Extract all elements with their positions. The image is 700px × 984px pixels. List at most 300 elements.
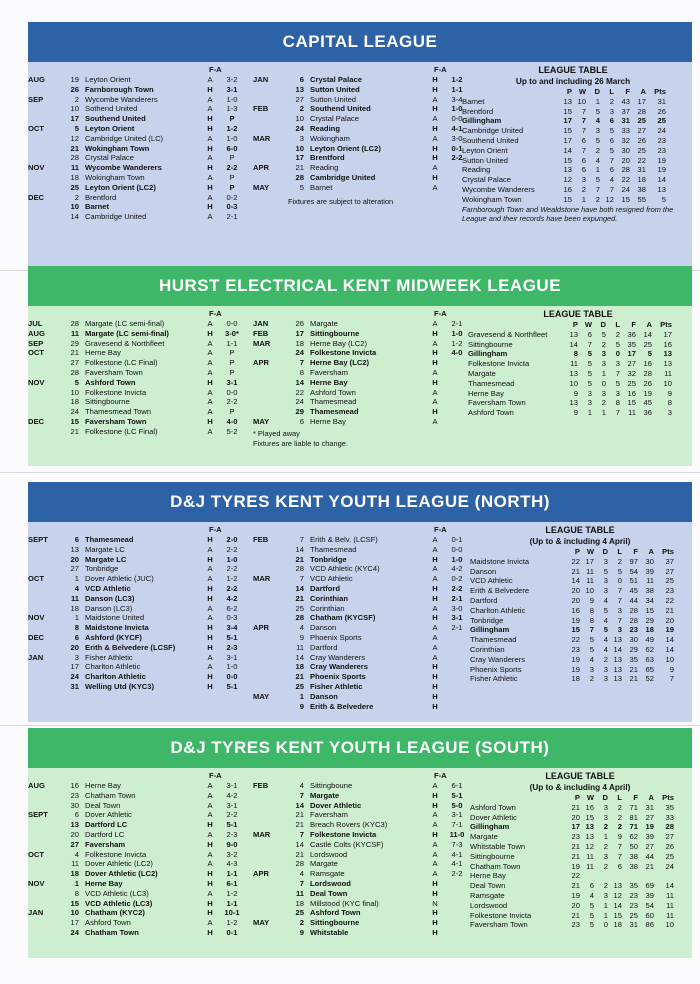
- fixture-score: 11-0: [449, 829, 465, 839]
- table-cell: 10: [663, 378, 672, 388]
- table-cell: 16: [585, 802, 594, 812]
- fixture-column: [28, 75, 247, 222]
- table-cell: 2: [603, 861, 608, 871]
- table-cell: 38: [629, 851, 638, 861]
- fixture-day: 16: [70, 781, 79, 790]
- table-cell: 26: [643, 378, 652, 388]
- fixture-month: [253, 584, 288, 594]
- table-cell: 11: [570, 359, 578, 369]
- fixture-day: 25: [295, 603, 304, 613]
- table-row: [468, 330, 688, 340]
- fixture-score: [442, 918, 472, 928]
- fixture-row: [253, 869, 472, 879]
- fa-header: F-A: [209, 771, 222, 780]
- table-cell: 22: [637, 155, 646, 165]
- table-cell: 25: [643, 339, 652, 349]
- fixture-day: 10: [70, 908, 79, 918]
- fixture-score: 4-3: [226, 859, 238, 869]
- fixture-row: [28, 653, 247, 663]
- fixture-venue: H: [432, 701, 438, 711]
- table-cell: 28: [665, 822, 674, 832]
- table-cell: 0: [603, 920, 608, 930]
- fixture-venue: H: [432, 153, 438, 163]
- fixture-day: 14: [295, 839, 304, 849]
- fixture-venue: H: [207, 623, 213, 633]
- fixture-score: 1-0: [451, 104, 463, 114]
- table-row: [470, 606, 690, 616]
- fixture-column: [28, 781, 247, 938]
- fixture-month: [28, 134, 63, 144]
- fixture-opponent: Margate: [310, 319, 338, 328]
- fixture-venue: A: [432, 319, 438, 328]
- table-cell: 35: [627, 339, 636, 349]
- fixture-day: 9: [299, 701, 304, 711]
- fixture-row: [28, 124, 247, 134]
- fixture-month: JAN: [28, 652, 44, 662]
- fixture-month: [28, 820, 63, 830]
- table-cell: 18: [613, 920, 622, 930]
- fixture-month: JAN: [253, 319, 269, 328]
- fixture-venue: A: [432, 623, 438, 633]
- fixture-day: 3: [299, 133, 304, 143]
- table-cell: 3: [615, 359, 620, 369]
- table-cell: 7: [669, 674, 674, 684]
- table-cell: 24: [621, 184, 630, 194]
- team-name: Maidstone Invicta: [470, 556, 530, 566]
- table-cell: 2: [589, 674, 594, 684]
- table-cell: 4: [603, 635, 608, 645]
- fixture-venue: H: [207, 163, 213, 173]
- fixture-venue: H: [207, 143, 213, 153]
- fixture-day: 4: [299, 869, 304, 879]
- table-row: [470, 586, 690, 596]
- fixture-day: 24: [70, 672, 79, 682]
- fixture-score: 2-2: [226, 810, 238, 820]
- table-cell: 5: [617, 566, 622, 576]
- fixture-venue: H: [207, 908, 213, 918]
- team-name: Herne Bay: [470, 871, 506, 881]
- table-cell: 7: [587, 339, 592, 349]
- table-cell: 14: [665, 644, 674, 654]
- fixture-score: 4-2: [451, 564, 463, 574]
- fixture-day: 14: [70, 212, 79, 222]
- table-cell: 15: [563, 155, 572, 165]
- fixture-venue: A: [207, 172, 213, 182]
- table-cell: 28: [637, 106, 646, 116]
- fixture-opponent: Maidstone Invicta: [85, 623, 149, 633]
- fixture-venue: H: [432, 104, 438, 114]
- fixture-opponent: Thamesmead: [310, 544, 357, 554]
- fixture-score: [442, 879, 472, 889]
- table-cell: 5: [603, 625, 608, 635]
- league-table-title: LEAGUE TABLE: [545, 771, 615, 781]
- fixture-opponent: Margate: [310, 790, 340, 800]
- table-cell: 24: [665, 861, 674, 871]
- fa-header: F-A: [434, 771, 447, 780]
- fixture-day: 11: [296, 642, 304, 652]
- fixture-venue: A: [432, 397, 438, 407]
- fixture-score: 3-1: [451, 613, 463, 623]
- fixture-score: 1-1: [226, 898, 238, 908]
- fixture-month: [253, 859, 288, 869]
- fixture-day: 1: [299, 691, 304, 701]
- table-cell: 31: [621, 116, 630, 126]
- fixture-row: [28, 329, 247, 339]
- table-row: [468, 340, 688, 350]
- fixture-opponent: Wycombe Wanderers: [85, 163, 162, 173]
- table-row: [470, 625, 690, 635]
- fixture-opponent: Sutton United: [310, 84, 360, 94]
- fixture-venue: A: [207, 790, 213, 800]
- table-cell: 9: [573, 388, 578, 398]
- fixture-month: [28, 791, 63, 801]
- fixture-venue: A: [207, 810, 213, 820]
- fixture-score: [442, 702, 472, 712]
- fixture-venue: A: [207, 338, 213, 348]
- fixture-day: 26: [295, 319, 304, 328]
- table-cell: 36: [627, 329, 636, 339]
- league-table-subtitle: (Up to & including 4 April): [529, 783, 631, 792]
- fixture-row: [28, 633, 247, 643]
- fixture-row: [253, 319, 472, 329]
- fixture-opponent: Margate LC: [85, 544, 125, 554]
- fixture-score: 0-0: [451, 114, 463, 124]
- fixture-month: [28, 173, 63, 183]
- fixture-month: [28, 358, 63, 368]
- fixture-day: 18: [70, 869, 79, 879]
- league-table-title: LEAGUE TABLE: [545, 525, 615, 535]
- table-cell: 49: [645, 635, 654, 645]
- fixture-venue: A: [432, 652, 438, 662]
- table-row: [462, 107, 684, 117]
- table-cell: 5: [615, 339, 620, 349]
- fixture-row: [28, 643, 247, 653]
- table-cell: 8: [667, 398, 672, 408]
- fixture-row: [28, 183, 247, 193]
- fixture-month: [28, 427, 63, 437]
- table-cell: 16: [571, 605, 580, 615]
- table-col-header: F: [631, 320, 636, 329]
- table-cell: 5: [615, 378, 620, 388]
- table-cell: 21: [665, 605, 674, 615]
- hurst-league-body: [28, 306, 692, 466]
- fixture-row: [28, 173, 247, 183]
- table-cell: 1: [595, 165, 600, 175]
- fixture-opponent: Wycombe Wanderers: [85, 94, 158, 104]
- table-cell: 3: [603, 664, 608, 674]
- fixture-venue: H: [207, 123, 213, 133]
- table-cell: 23: [629, 900, 638, 910]
- fixture-score: 1-2: [226, 918, 238, 928]
- table-cell: 9: [669, 664, 674, 674]
- table-cell: 1: [603, 832, 608, 842]
- fixture-score: 1-0: [226, 554, 238, 564]
- table-cell: 16: [663, 339, 672, 349]
- fixture-score: [442, 643, 472, 653]
- fixture-opponent: Southend United: [85, 114, 146, 124]
- table-cell: 19: [571, 664, 580, 674]
- fixture-score: [442, 653, 472, 663]
- table-cell: 4: [603, 644, 608, 654]
- fixture-day: 27: [70, 564, 79, 574]
- table-cell: 2: [617, 822, 622, 832]
- table-cell: 4: [589, 890, 594, 900]
- fixture-venue: A: [207, 153, 213, 163]
- fixture-day: 28: [295, 613, 304, 623]
- fixture-row: [253, 643, 472, 653]
- table-cell: 10: [665, 654, 674, 664]
- fixture-score: 2-0: [226, 535, 238, 544]
- fixture-venue: A: [207, 652, 213, 662]
- fixture-score: 1-2: [226, 888, 238, 898]
- fixture-day: 14: [295, 652, 304, 662]
- capital-league-body: [28, 62, 692, 270]
- fa-header: F-A: [209, 65, 222, 74]
- fixture-row: [28, 212, 247, 222]
- fixture-score: 0-1: [226, 927, 238, 937]
- table-cell: 18: [637, 175, 646, 185]
- table-row: [470, 567, 690, 577]
- fixture-venue: A: [432, 94, 438, 104]
- fixture-day: 11: [295, 888, 304, 898]
- table-cell: 26: [657, 106, 666, 116]
- table-col-header: F: [633, 547, 638, 556]
- fixture-month: DEC: [28, 192, 45, 202]
- fixture-opponent: VCD Athletic: [85, 583, 131, 593]
- fixture-month: FEB: [253, 535, 269, 544]
- table-row: [470, 891, 690, 901]
- team-name: Ashford Town: [470, 802, 516, 812]
- fixture-month: [28, 682, 63, 692]
- table-row: [468, 379, 688, 389]
- fixture-row: [253, 378, 472, 388]
- fixture-score: P: [229, 348, 235, 358]
- table-cell: 14: [571, 576, 580, 586]
- table-cell: 12: [613, 890, 622, 900]
- fixture-score: 5-1: [226, 632, 238, 642]
- fixture-month: JUL: [28, 319, 43, 328]
- fixture-row: [253, 810, 472, 820]
- table-cell: 11: [664, 368, 672, 378]
- fixture-month: [28, 564, 63, 574]
- fixture-venue: A: [432, 859, 438, 869]
- fixture-score: 6-2: [226, 603, 238, 613]
- table-cell: 3: [589, 664, 594, 674]
- fixture-day: 6: [74, 810, 79, 820]
- fixture-row: [28, 682, 247, 692]
- fixture-opponent: Wokingham: [310, 133, 350, 143]
- fixture-opponent: Crystal Palace: [310, 75, 362, 84]
- fixture-column: [253, 75, 472, 193]
- fixture-month: [253, 407, 288, 417]
- table-cell: 10: [569, 378, 578, 388]
- table-cell: 33: [665, 812, 674, 822]
- fixture-row: [28, 153, 247, 163]
- table-cell: 4: [609, 175, 614, 185]
- divider: [0, 725, 700, 726]
- fixture-day: 4: [74, 583, 79, 593]
- table-cell: 1: [581, 194, 586, 204]
- fixture-score: 4-0: [226, 416, 238, 426]
- fixture-score: 5-1: [226, 681, 238, 691]
- fixture-month: JAN: [28, 908, 44, 918]
- fixture-row: [28, 134, 247, 144]
- fixture-venue: H: [432, 84, 438, 94]
- fixture-venue: A: [432, 387, 438, 397]
- table-cell: 31: [629, 920, 638, 930]
- fixture-venue: A: [432, 535, 438, 544]
- table-cell: [580, 871, 594, 881]
- fixture-score: 2-2: [226, 163, 238, 173]
- fixture-month: [253, 791, 288, 801]
- fixture-opponent: Faversham: [310, 810, 348, 820]
- fixture-score: [442, 417, 472, 427]
- team-name: Brentford: [462, 106, 494, 116]
- table-cell: 17: [637, 96, 646, 106]
- fixture-row: [253, 368, 472, 378]
- table-cell: 19: [657, 155, 666, 165]
- fixture-score: [442, 889, 472, 899]
- fixture-row: [253, 672, 472, 682]
- table-rows: [470, 557, 690, 684]
- table-cell: 62: [645, 644, 654, 654]
- fixture-month: [28, 212, 63, 222]
- fixture-venue: A: [207, 544, 213, 554]
- fixture-month: [28, 672, 63, 682]
- fixture-column: [28, 535, 247, 692]
- fixture-row: [253, 535, 472, 545]
- table-cell: 11: [646, 576, 654, 586]
- fixture-row: [253, 801, 472, 811]
- fixture-row: [28, 339, 247, 349]
- fixture-row: [253, 623, 472, 633]
- table-cell: 3: [587, 398, 592, 408]
- fixture-month: [28, 604, 63, 614]
- fixture-venue: A: [207, 662, 213, 672]
- table-cell: 15: [621, 194, 630, 204]
- table-row: [462, 97, 684, 107]
- fixture-day: 20: [70, 829, 79, 839]
- team-name: Barnet: [462, 96, 485, 106]
- fixture-score: 0-3: [226, 202, 238, 212]
- fixture-venue: H: [207, 632, 213, 642]
- table-cell: 6: [609, 165, 614, 175]
- fixture-day: 20: [70, 642, 79, 652]
- fixture-day: 18: [295, 338, 304, 348]
- fixture-opponent: Reading: [310, 123, 340, 133]
- table-cell: 29: [645, 615, 654, 625]
- fixture-month: NOV: [28, 163, 45, 173]
- fixture-opponent: VCD Athletic (LC3): [85, 888, 149, 898]
- fixture-day: 27: [295, 94, 304, 104]
- fixture-month: [28, 202, 63, 212]
- fixture-day: 18: [70, 172, 79, 182]
- fixture-month: MAY: [253, 691, 270, 701]
- table-col-header: W: [578, 87, 586, 96]
- table-cell: 4: [595, 116, 600, 126]
- fixture-row: [28, 144, 247, 154]
- fixture-row: [28, 879, 247, 889]
- fixture-score: 5-0: [451, 800, 463, 810]
- table-col-header: W: [586, 547, 594, 556]
- fixture-opponent: Herne Bay (LC2): [310, 338, 367, 348]
- fixture-row: [28, 928, 247, 938]
- table-cell: 5: [603, 605, 608, 615]
- fixture-venue: A: [432, 182, 438, 192]
- fixture-row: [253, 348, 472, 358]
- fixture-day: 27: [70, 839, 79, 849]
- table-cell: 5: [601, 329, 606, 339]
- fixture-venue: H: [432, 918, 438, 928]
- table-cell: 27: [627, 359, 636, 369]
- team-name: Whitstable Town: [470, 841, 526, 851]
- fixture-opponent: Deal Town: [310, 888, 348, 898]
- table-cell: 55: [637, 194, 646, 204]
- table-cell: 31: [645, 802, 654, 812]
- fixture-venue: A: [432, 574, 438, 584]
- fixture-row: [253, 329, 472, 339]
- fixture-row: [253, 662, 472, 672]
- table-cell: 5: [589, 644, 594, 654]
- fixture-venue: A: [207, 397, 213, 407]
- fixture-row: [253, 702, 472, 712]
- fixture-opponent: Herne Bay: [85, 348, 121, 358]
- table-cell: 8: [589, 615, 594, 625]
- fixture-venue: H: [207, 84, 213, 94]
- league-table-title: LEAGUE TABLE: [538, 65, 608, 75]
- fixture-row: [28, 899, 247, 909]
- team-name: Dover Athletic: [470, 812, 517, 822]
- fixture-venue: A: [432, 564, 438, 574]
- team-name: Dartford: [470, 595, 498, 605]
- fa-header: F-A: [434, 65, 447, 74]
- fixture-day: 21: [295, 554, 304, 564]
- table-cell: 15: [563, 106, 572, 116]
- fixture-row: [28, 594, 247, 604]
- table-row: [468, 359, 688, 369]
- table-header-row: [470, 793, 690, 803]
- fixture-opponent: Charlton Athletic: [85, 672, 146, 682]
- table-cell: 5: [589, 920, 594, 930]
- fixture-venue: H: [432, 927, 438, 937]
- table-cell: 3: [603, 890, 608, 900]
- table-cell: 18: [645, 625, 654, 635]
- fixture-venue: H: [432, 888, 438, 898]
- fixture-score: 0-2: [451, 574, 463, 584]
- fixture-score: 2-2: [226, 544, 238, 554]
- fixture-row: [28, 75, 247, 85]
- fixture-score: 3-1: [226, 84, 238, 94]
- header-spacer: [470, 793, 566, 803]
- team-name: Wycombe Wanderers: [462, 184, 535, 194]
- table-cell: 3: [603, 851, 608, 861]
- fixture-score: P: [229, 172, 235, 182]
- fixture-opponent: Cambridge United (LC): [85, 133, 164, 143]
- fixture-row: [253, 95, 472, 105]
- fixture-day: 18: [70, 397, 79, 407]
- fixture-month: AUG: [28, 781, 45, 790]
- table-cell: 23: [571, 920, 580, 930]
- fixture-venue: A: [207, 829, 213, 839]
- table-cell: 1: [601, 408, 606, 418]
- fixture-opponent: Danson: [310, 691, 338, 701]
- fa-header: F-A: [209, 525, 222, 534]
- fixture-score: 3-1: [226, 377, 238, 387]
- table-cell: 20: [571, 812, 580, 822]
- table-row: [470, 665, 690, 675]
- fixture-row: [28, 163, 247, 173]
- table-col-header: P: [574, 547, 580, 556]
